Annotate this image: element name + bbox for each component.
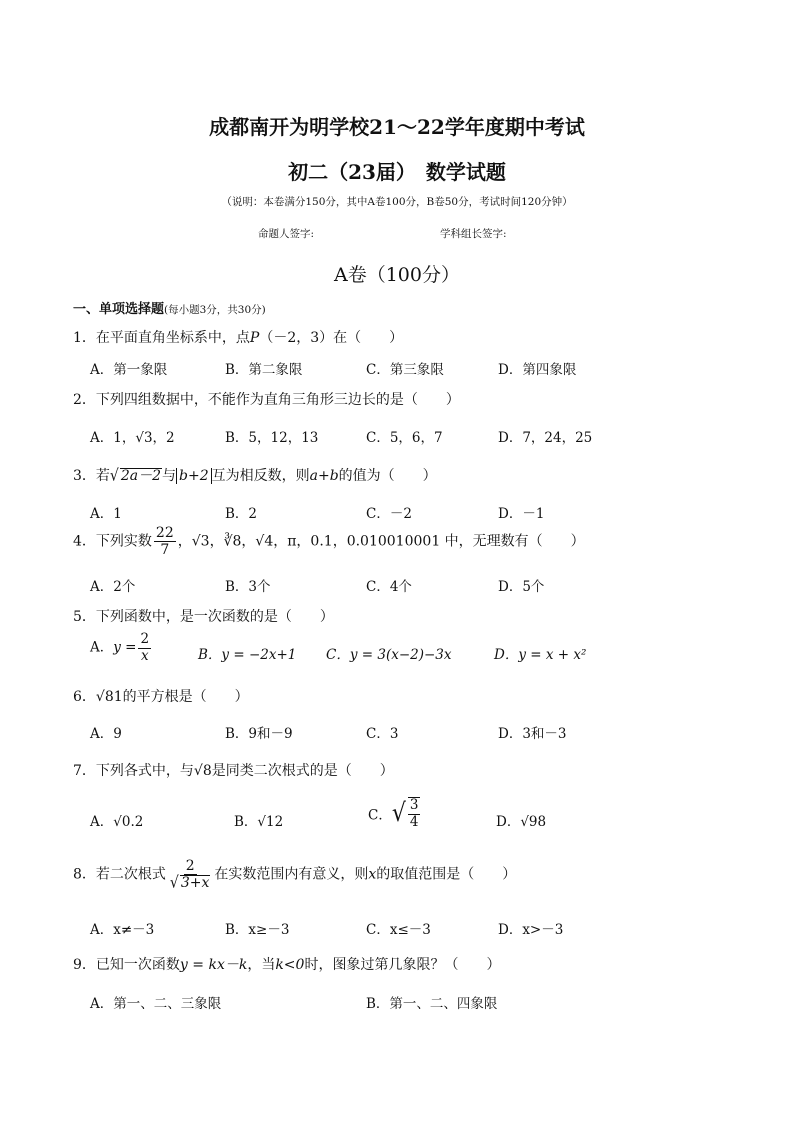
q6-option-d: D．3和－3 <box>498 726 567 742</box>
q1-option-b: B．第二象限 <box>225 362 303 378</box>
q5-option-b: B．y = −2x+1 <box>198 647 297 663</box>
q2-option-b: B．5，12，13 <box>225 430 319 446</box>
q2-option-a: A．1，√3，2 <box>90 430 175 446</box>
exam-note: （说明：本卷满分150分，其中A卷100分，B卷50分，考试时间120分钟） <box>221 196 573 208</box>
part1-heading-note: (每小题3分，共30分) <box>164 304 266 316</box>
q6-option-c: C．3 <box>366 726 399 742</box>
q5-option-a: A．y = $\frac{2}{x}$ <box>90 631 150 664</box>
q2-option-d: D．7，24，25 <box>498 430 593 446</box>
q6-option-b: B．9和－9 <box>225 726 293 742</box>
q2-option-c: C．5，6，7 <box>366 430 443 446</box>
q4-option-b: B．3个 <box>225 579 271 595</box>
q4-option-a: A．2个 <box>90 579 136 595</box>
q4-option-c: C．4个 <box>366 579 412 595</box>
question-8-stem: 8．若二次根式 $\frac{2}{√ 3+x}$ 在实数范围内有意义，则x的取值范围是（ ） <box>73 858 517 893</box>
part1-heading <box>73 298 266 317</box>
q3-option-b: B．2 <box>225 506 258 522</box>
q8-option-c: C．x≤－3 <box>366 922 431 938</box>
section-a-title: A卷（100分） <box>334 264 460 286</box>
setter-signature-label: 命题人签字: <box>258 228 315 240</box>
q7-option-a: A．√0.2 <box>90 814 144 830</box>
q5-option-d: D．y = x + x² <box>494 647 587 663</box>
question-3-stem: 3．若√ 2a－2与 b+2 互为相反数，则a+b的值为（ ） <box>73 466 437 486</box>
question-1-stem: 1．在平面直角坐标系中，点P（－2，3）在（ ） <box>73 330 404 346</box>
leader-signature-label: 学科组长签字: <box>440 228 507 240</box>
question-5-stem: 5．下列函数中，是一次函数的是（ ） <box>73 609 334 625</box>
question-6-stem: 6．√81的平方根是（ ） <box>73 689 249 705</box>
q3-option-d: D．－1 <box>498 506 545 522</box>
q1-option-a: A．第一象限 <box>90 362 168 378</box>
q5-option-c: C．y = 3(x−2)−3x <box>326 647 452 663</box>
q3-option-a: A．1 <box>90 506 122 522</box>
q7-option-c: C．√ $\frac{3}{4}$ <box>368 797 419 830</box>
question-7-stem: 7．下列各式中，与√8是同类二次根式的是（ ） <box>73 763 394 779</box>
question-4-stem: 4．下列实数 $\frac{22}{7}$ ，√3，∛8，√4，π，0.1，0.010010001 中，无理数有（ ） <box>73 525 585 559</box>
q8-option-a: A．x≠－3 <box>90 922 155 938</box>
school-title: 成都南开为明学校21～22学年度期中考试 <box>209 115 585 139</box>
q6-option-a: A．9 <box>90 726 122 742</box>
q1-option-d: D．第四象限 <box>498 362 577 378</box>
subject-title: 初二（23届） 数学试题 <box>288 160 506 184</box>
q7-option-d: D．√98 <box>496 814 547 830</box>
q9-option-b: B．第一、二、四象限 <box>366 996 498 1012</box>
q4-option-d: D．5个 <box>498 579 545 595</box>
q7-option-b: B．√12 <box>234 814 284 830</box>
question-2-stem: 2．下列四组数据中，不能作为直角三角形三边长的是（ ） <box>73 392 460 408</box>
q3-option-c: C．－2 <box>366 506 412 522</box>
question-9-stem: 9．已知一次函数y = kx－k，当k<0时，图象过第几象限？（ ） <box>73 957 501 973</box>
q8-option-b: B．x≥－3 <box>225 922 290 938</box>
q1-option-c: C．第三象限 <box>366 362 444 378</box>
q8-option-d: D．x>－3 <box>498 922 564 938</box>
q9-option-a: A．第一、二、三象限 <box>90 996 222 1012</box>
part1-heading-text: 一、单项选择题 <box>73 302 165 317</box>
